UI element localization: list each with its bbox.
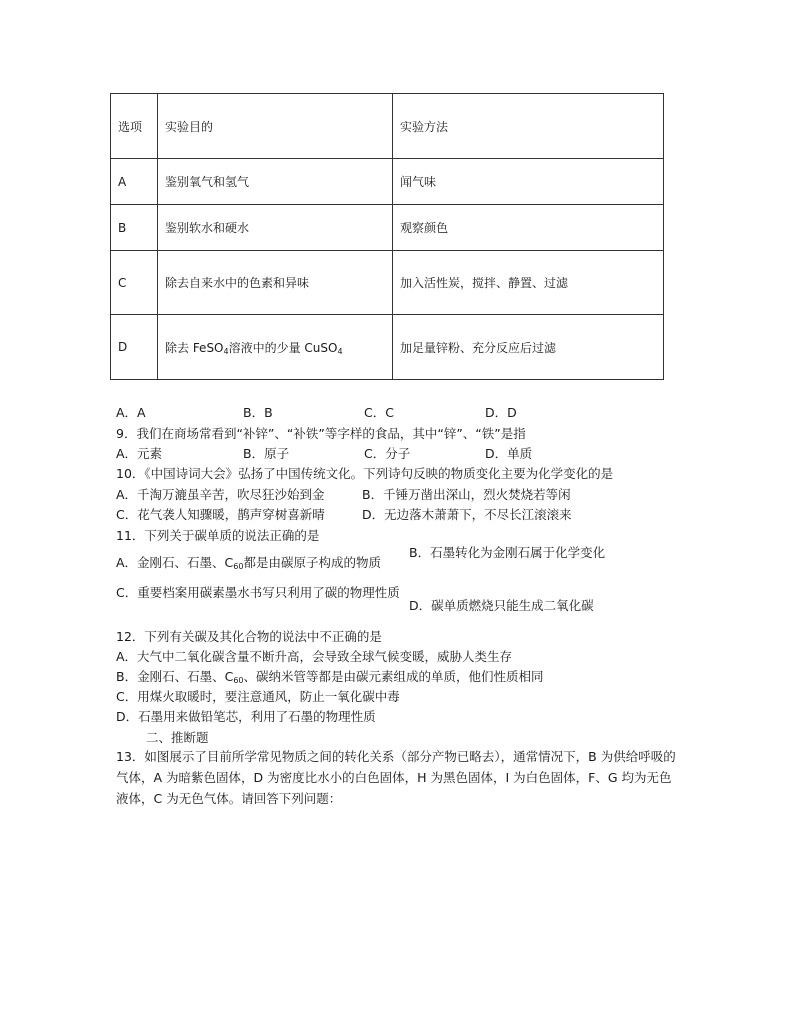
table-cell-option: C [111,251,158,315]
choice-text-part: 都是由碳原子构成的物质 [243,555,381,570]
table-cell-purpose: 鉴别氧气和氢气 [158,159,393,205]
q8-choice-d: D．D [485,405,517,420]
q12-stem: 12．下列有关碳及其化合物的说法中不正确的是 [116,629,382,644]
q13-text: 13．如图展示了目前所学常见物质之间的转化关系（部分产物已略去），通常情况下，B 为供给呼吸的气体，A 为暗紫色固体，D 为密度比水小的白色固体，H 为黑色固体，I 为白色固体，F、G 均为无色液体，C 为无色气体。请回答下列问题： [116,749,676,806]
purpose-text-part: 除去 FeSO [165,340,224,355]
q9-stem: 9．我们在商场常看到“补锌”、“补铁”等字样的食品，其中“锌”、“铁”是指 [116,426,526,441]
table-cell-method: 闻气味 [393,159,664,205]
table-cell-option: D [111,315,158,380]
q10-choice-a: A．千淘万漉虽辛苦，吹尽狂沙始到金 [116,487,325,502]
subscript: 60 [233,562,244,571]
q8-choice-a: A．A [116,405,146,420]
q9-choice-a: A．元素 [116,446,163,461]
table-cell-method: 加入活性炭，搅拌、静置、过滤 [393,251,664,315]
subscript: 4 [337,346,343,356]
q12-choice-b [116,667,544,685]
q11-choice-c: C．重要档案用碳素墨水书写只利用了碳的物理性质 [116,585,400,600]
table-cell-method: 观察颜色 [393,205,664,251]
q12-choice-a: A．大气中二氧化碳含量不断升高，会导致全球气候变暖，威胁人类生存 [116,649,513,664]
choice-text-part: 、碳纳米管等都是由碳元素组成的单质，他们性质相同 [243,669,544,684]
q8-choice-b: B．B [243,405,273,420]
subscript: 4 [223,346,229,356]
q11-choice-d: D．碳单质燃烧只能生成二氧化碳 [409,598,594,613]
subscript: 60 [233,676,244,685]
table-header-purpose: 实验目的 [158,94,393,159]
table-cell-method: 加足量锌粉、充分反应后过滤 [393,315,664,380]
table-cell-option: A [111,159,158,205]
table-row [111,315,664,380]
q10-choice-b: B．千锤万凿出深山，烈火焚烧若等闲 [362,487,571,502]
table-cell-purpose [158,315,393,380]
experiment-table [110,93,664,380]
q9-choice-c: C．分子 [364,446,411,461]
purpose-text-part: 溶液中的少量 CuSO [228,340,338,355]
q9-choice-b: B．原子 [243,446,290,461]
q10-choice-c: C．花气袭人知骤暖，鹊声穿树喜新晴 [116,507,325,522]
q9-choice-d: D．单质 [485,446,533,461]
q11-choice-a [116,553,381,571]
table-cell-option: B [111,205,158,251]
section-title: 二、推断题 [146,730,209,745]
table-cell-purpose: 除去自来水中的色素和异味 [158,251,393,315]
q10-choice-d: D．无边落木萧萧下，不尽长江滚滚来 [362,507,572,522]
q12-choice-d: D．石墨用来做铅笔芯，利用了石墨的物理性质 [116,709,376,724]
table-row [111,251,664,315]
choice-text-part: A．金刚石、石墨、C [116,555,234,570]
table-row [111,205,664,251]
q8-choice-c: C．C [364,405,394,420]
table-header-row [111,94,664,159]
q10-stem: 10．《中国诗词大会》弘扬了中国传统文化。下列诗句反映的物质变化主要为化学变化的是 [116,466,614,481]
table-cell-purpose: 鉴别软水和硬水 [158,205,393,251]
q11-stem: 11．下列关于碳单质的说法正确的是 [116,528,320,543]
q12-choice-c: C．用煤火取暖时，要注意通风，防止一氧化碳中毒 [116,689,400,704]
table-row [111,159,664,205]
table-header-option: 选项 [111,94,158,159]
table-header-method: 实验方法 [393,94,664,159]
choice-text-part: B．金刚石、石墨、C [116,669,234,684]
q11-choice-b: B．石墨转化为金刚石属于化学变化 [409,545,606,560]
